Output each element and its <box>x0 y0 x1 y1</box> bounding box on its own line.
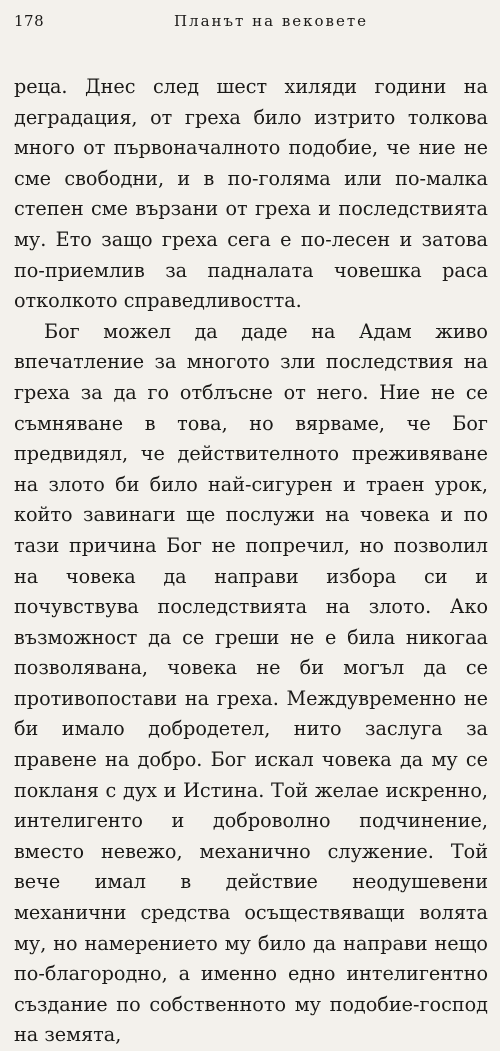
paragraph-continued: реца. Днес след шест хиляди години на деградация, от греха било изтрито толкова много от първоначалното подобие, че ние не сме свободни, и в по-голяма или по-малка степен сме вързани от греха и последствията му. Ето защо греха сега е по-лесен и затова по-приемлив за падналата човешка раса отколкото справедливостта. <box>14 75 488 313</box>
running-head <box>14 8 488 36</box>
running-title: Планът на вековете <box>173 12 369 30</box>
paragraph: Бог можел да даде на Адам живо впечатление за многото зли последствия на греха за да го отблъсне от него. Ние не се съмняване в това, но вярваме, че Бог предвидял, че действителното преживяване на злото би било най-сигурен и траен урок, който завинаги ще послужи на човека и по тази причина Бог не попречил, но позволил на човека да направи избора си и почувствува последствията на злото. Ако възможност да се греши не е била никогаа позволявана, човека не би могъл да се противопостави на греха. Междувременно не би имало добродетел, нито заслуга за правене на добро. Бог искал човека да му се покланя с дух и Истина. Той желае искренно, интелигенто и доброволно подчинение, вместо невежо, механично служение. Той вече имал в действие неодушевени механични средства осъществяващи волята му, но намерението му било да направи нещо по-благородно, а именно едно интелигентно създание по собственното му подобие-господ на земята, <box>14 319 488 1047</box>
page-number: 178 <box>14 12 45 30</box>
body-text <box>14 72 488 1051</box>
